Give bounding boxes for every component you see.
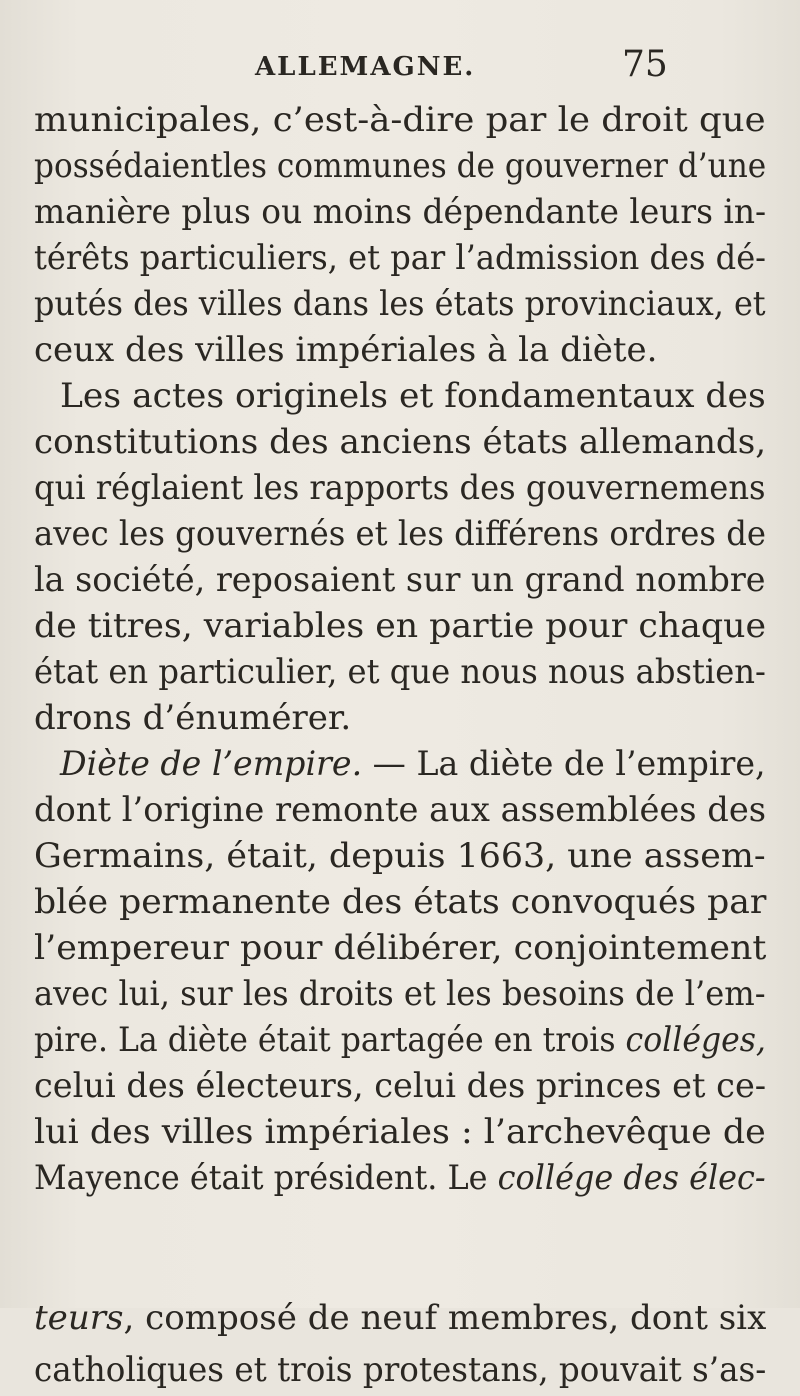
text-line: de titres, variables en partie pour chaque	[34, 606, 766, 646]
text-line: blée permanente des états convoqués par	[34, 882, 767, 922]
text-line: qui réglaient les rapports des gouvernemens	[34, 468, 766, 508]
text-line: état en particulier, et que nous nous abstien-	[34, 652, 766, 692]
text-line: constitutions des anciens états allemands,	[34, 422, 767, 462]
text-line: dont l’origine remonte aux assemblées des	[34, 790, 767, 830]
text-line: Germains, était, depuis 1663, une assem-	[34, 836, 766, 876]
running-head-title: ALLEMAGNE.	[255, 52, 476, 82]
text-line: municipales, c’est-à-dire par le droit que	[34, 100, 766, 140]
text-line: celui des électeurs, celui des princes et ce-	[34, 1066, 767, 1106]
text-line: Mayence était président. Le collége des élec-	[34, 1158, 766, 1198]
section-heading: Diète de l’empire.	[60, 744, 363, 784]
text-line: Diète de l’empire. — La diète de l’empire,	[60, 744, 766, 784]
text-line: avec les gouvernés et les différens ordres de	[34, 514, 766, 554]
text-line: avec lui, sur les droits et les besoins de l’em-	[34, 974, 766, 1014]
text-line: possédaientles communes de gouverner d’une	[34, 146, 767, 186]
text-line: drons d’énumérer.	[34, 698, 352, 738]
text-line: teurs, composé de neuf membres, dont six	[34, 1298, 767, 1338]
text-line: Les actes originels et fondamentaux des	[60, 376, 766, 416]
text-line: pire. La diète était partagée en trois colléges,	[34, 1020, 766, 1060]
page-number: 75	[622, 44, 668, 85]
running-head	[0, 44, 800, 94]
text-line: manière plus ou moins dépendante leurs in-	[34, 192, 767, 232]
text-line: catholiques et trois protestans, pouvait s’as-	[34, 1350, 767, 1390]
text-line: térêts particuliers, et par l’admission des dé-	[34, 238, 767, 278]
text-line: putés des villes dans les états provinciaux, et	[34, 284, 766, 324]
text-line: la société, reposaient sur un grand nombre	[34, 560, 766, 600]
text-line: ceux des villes impériales à la diète.	[34, 330, 658, 370]
text-line: l’empereur pour délibérer, conjointement	[34, 928, 767, 968]
text-line: lui des villes impériales : l’archevêque de	[34, 1112, 766, 1152]
